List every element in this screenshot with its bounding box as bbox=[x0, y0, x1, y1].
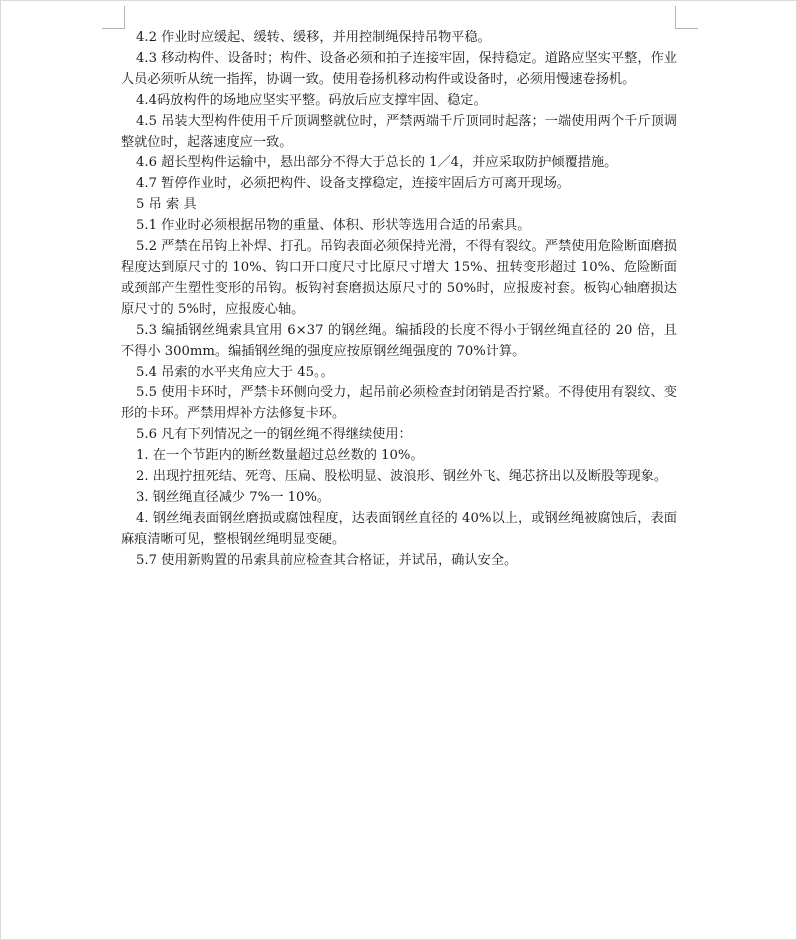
paragraph-4-3: 4.3 移动构件、设备时；构件、设备必须和拍子连接牢固，保持稳定。道路应坚实平整，作业人员必须听从统一指挥，协调一致。使用卷扬机移动构件或设备时，必须用慢速卷扬机。 bbox=[121, 50, 677, 87]
list-item-4: 4. 钢丝绳表面钢丝磨损或腐蚀程度，达表面钢丝直径的 40%以上，或钢丝绳被腐蚀后，表面麻痕清晰可见，整根钢丝绳明显变硬。 bbox=[121, 510, 677, 547]
list-item-1: 1. 在一个节距内的断丝数量超过总丝数的 10%。 bbox=[136, 448, 424, 464]
paragraph-5-3: 5.3 编插钢丝绳索具宜用 6×37 的钢丝绳。编插段的长度不得小于钢丝绳直径的 20 倍，且不得小 300mm。编插钢丝绳的强度应按原钢丝绳强度的 70%计算。 bbox=[121, 322, 677, 359]
paragraph-5-4: 5.4 吊索的水平夹角应大于 45。。 bbox=[136, 364, 334, 380]
paragraph-5-2: 5.2 严禁在吊钩上补焊、打孔。吊钩表面必须保持光滑，不得有裂纹。严禁使用危险断面磨损程度达到原尺寸的 10%、钩口开口度尺寸比原尺寸增大 15%、扭转变形超过 10%、危险断面或颈部产生塑性变形的吊钩。板钩衬套磨损达原尺寸的 50%时，应报废衬套。板钩心轴磨损达原尺寸的 5%时，应报废心轴。 bbox=[121, 239, 677, 317]
crop-mark-top-right bbox=[675, 6, 698, 29]
paragraph-4-2: 4.2 作业时应缓起、缓转、缓移，并用控制绳保持吊物平稳。 bbox=[136, 30, 491, 45]
paragraph-4-5: 4.5 吊装大型构件使用千斤顶调整就位时，严禁两端千斤顶同时起落；一端使用两个千斤顶调整就位时，起落速度应一致。 bbox=[121, 113, 677, 150]
section-heading-5: 5 吊 索 具 bbox=[136, 197, 197, 213]
list-item-3: 3. 钢丝绳直径减少 7%一 10%。 bbox=[136, 489, 331, 505]
list-item-2: 2. 出现拧扭死结、死弯、压扁、股松明显、波浪形、钢丝外飞、绳芯挤出以及断股等现象。 bbox=[136, 469, 668, 485]
paragraph-5-7: 5.7 使用新购置的吊索具前应检查其合格证，并试吊，确认安全。 bbox=[136, 552, 518, 568]
paragraph-5-5: 5.5 使用卡环时，严禁卡环侧向受力，起吊前必须检查封闭销是否拧紧。不得使用有裂纹、变形的卡环。严禁用焊补方法修复卡环。 bbox=[121, 385, 677, 422]
paragraph-4-6: 4.6 超长型构件运输中，悬出部分不得大于总长的 1／4，并应采取防护倾覆措施。 bbox=[136, 155, 618, 171]
paragraph-5-6: 5.6 凡有下列情况之一的钢丝绳不得继续使用： bbox=[136, 427, 412, 443]
paragraph-5-1: 5.1 作业时必须根据吊物的重量、体积、形状等选用合适的吊索具。 bbox=[136, 218, 531, 234]
paragraph-4-4: 4.4码放构件的场地应坚实平整。码放后应支撑牢固、稳定。 bbox=[136, 92, 487, 108]
paragraph-4-7: 4.7 暂停作业时，必须把构件、设备支撑稳定，连接牢固后方可离开现场。 bbox=[136, 176, 570, 192]
document-body bbox=[121, 1, 677, 572]
